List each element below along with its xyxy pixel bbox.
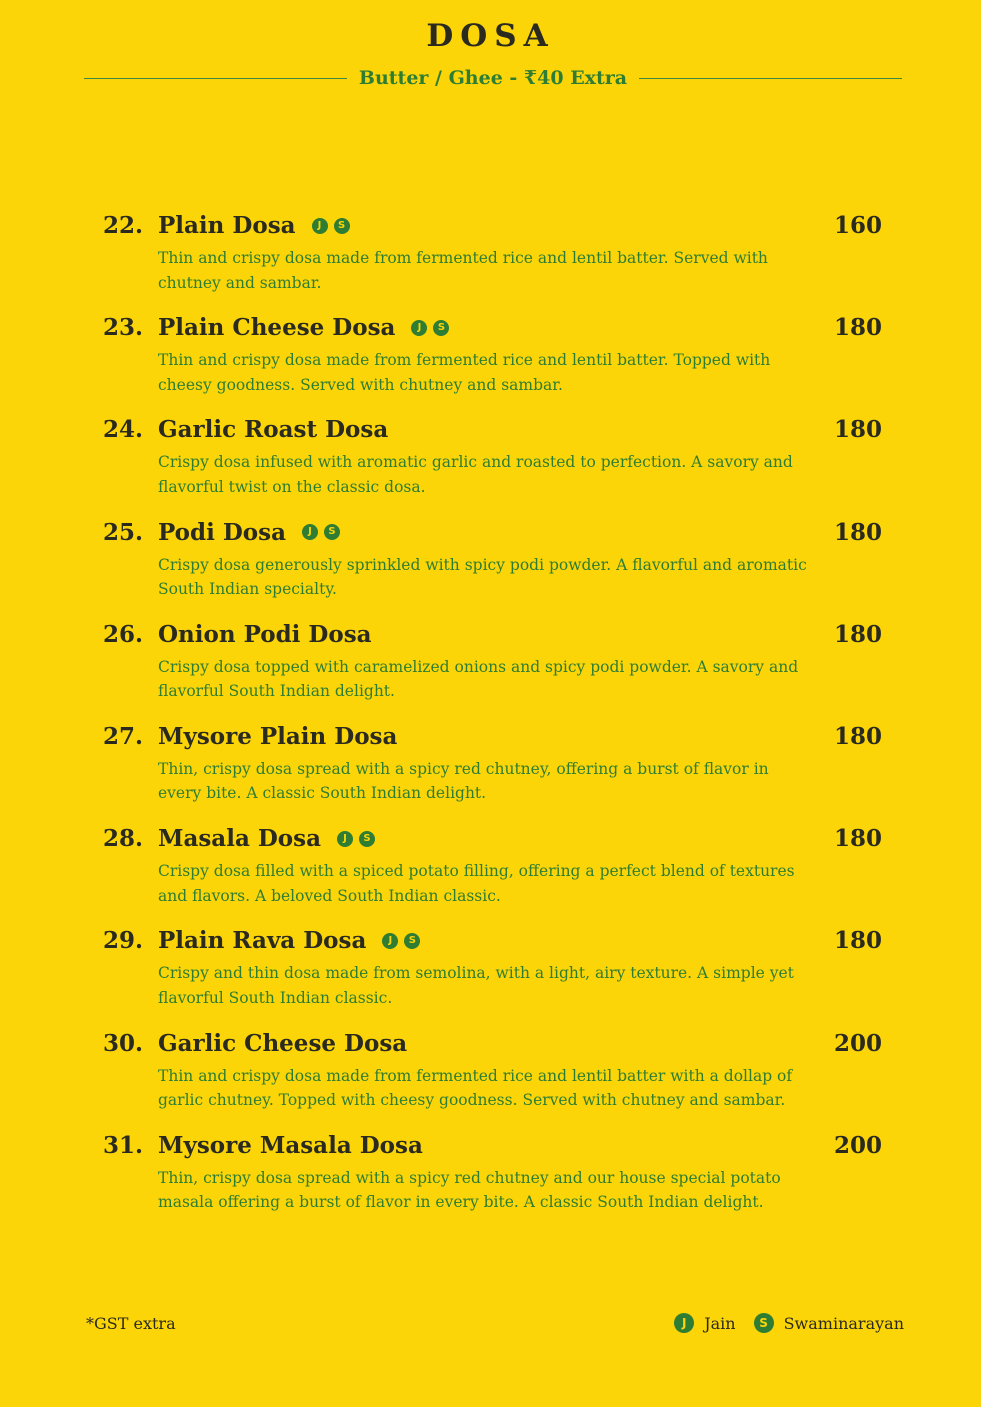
item-price: 180	[833, 518, 882, 546]
legend-entry-jain	[674, 1313, 735, 1333]
item-number: 30.	[103, 1029, 144, 1057]
page-title: DOSA	[426, 18, 555, 54]
item-name: Plain Cheese Dosa	[158, 314, 396, 342]
jain-badge-icon: J	[302, 524, 318, 540]
swaminarayan-badge-icon: S	[359, 831, 375, 847]
menu-item	[0, 927, 981, 1029]
legend-label: Swaminarayan	[783, 1313, 904, 1333]
swaminarayan-badge-icon: S	[324, 524, 340, 540]
dietary-legend	[674, 1313, 904, 1333]
item-price: 180	[833, 722, 882, 750]
item-name: Onion Podi Dosa	[158, 620, 372, 648]
item-price: 180	[833, 825, 882, 853]
jain-badge-icon: J	[337, 831, 353, 847]
item-price: 180	[833, 314, 882, 342]
item-name-row	[158, 927, 420, 954]
legend-entry-swaminarayan	[754, 1313, 904, 1333]
item-description: Thin and crispy dosa made from fermented rice and lentil batter. Served with chutney and sambar.	[158, 249, 768, 292]
item-description: Crispy dosa filled with a spiced potato filling, offering a perfect blend of textures and flavors. A beloved South Indian classic.	[158, 862, 795, 905]
menu-item	[0, 212, 981, 314]
item-number: 31.	[103, 1131, 144, 1159]
menu-item	[0, 825, 981, 927]
item-name-row	[158, 723, 397, 750]
item-description: Thin and crispy dosa made from fermented rice and lentil batter. Topped with cheesy goodness. Served with chutney and sambar.	[158, 351, 771, 394]
jain-badge-icon: J	[674, 1313, 694, 1333]
item-number: 28.	[103, 825, 144, 853]
menu-list	[0, 212, 981, 1234]
item-number: 24.	[103, 416, 144, 444]
item-number: 23.	[103, 314, 144, 342]
item-number: 25.	[103, 518, 144, 546]
menu-item	[0, 1030, 981, 1132]
menu-item	[0, 519, 981, 621]
divider-right	[639, 78, 902, 79]
item-name-row	[158, 212, 350, 239]
item-price: 200	[833, 1029, 882, 1057]
item-name-row	[158, 621, 372, 648]
extras-note: Butter / Ghee - ₹40 Extra	[358, 67, 628, 89]
item-description: Thin, crispy dosa spread with a spicy red chutney and our house special potato masala offering a burst of flavor in every bite. A classic South Indian delight.	[158, 1168, 781, 1212]
item-name: Masala Dosa	[158, 825, 321, 853]
menu-item	[0, 621, 981, 723]
item-name: Mysore Plain Dosa	[158, 722, 398, 750]
item-badges	[312, 218, 350, 234]
item-price: 180	[833, 416, 882, 444]
item-description: Crispy and thin dosa made from semolina, with a light, airy texture. A simple yet flavorful South Indian classic.	[158, 964, 794, 1007]
item-name-row	[158, 1030, 407, 1057]
item-badges	[411, 320, 449, 336]
item-number: 26.	[103, 620, 144, 648]
item-badges	[382, 933, 420, 949]
item-name: Podi Dosa	[158, 518, 286, 546]
swaminarayan-badge-icon: S	[754, 1313, 774, 1333]
item-name: Plain Rava Dosa	[158, 927, 367, 955]
item-name-row	[158, 1132, 423, 1159]
jain-badge-icon: J	[312, 218, 328, 234]
item-description: Crispy dosa generously sprinkled with spicy podi powder. A flavorful and aromatic South Indian specialty.	[158, 555, 807, 599]
jain-badge-icon: J	[382, 933, 398, 949]
item-badges	[302, 524, 340, 540]
item-description: Thin, crispy dosa spread with a spicy red chutney, offering a burst of flavor in every bite. A classic South Indian delight.	[158, 759, 769, 803]
item-name: Garlic Roast Dosa	[158, 416, 389, 444]
item-name: Mysore Masala Dosa	[158, 1131, 423, 1159]
item-number: 22.	[103, 212, 144, 239]
item-name: Garlic Cheese Dosa	[158, 1029, 408, 1057]
jain-badge-icon: J	[411, 320, 427, 336]
swaminarayan-badge-icon: S	[404, 933, 420, 949]
menu-item	[0, 416, 981, 518]
item-description: Thin and crispy dosa made from fermented rice and lentil batter with a dollap of garlic chutney. Topped with cheesy goodness. Served with chutney and sambar.	[158, 1066, 793, 1109]
item-number: 27.	[103, 722, 144, 750]
item-price: 200	[833, 1131, 882, 1159]
item-description: Crispy dosa topped with caramelized onions and spicy podi powder. A savory and flavorful South Indian delight.	[158, 657, 799, 701]
item-name-row	[158, 314, 449, 341]
item-name: Plain Dosa	[158, 212, 296, 239]
item-price: 180	[833, 620, 882, 648]
item-name-row	[158, 416, 388, 443]
subtitle-row	[84, 64, 902, 92]
swaminarayan-badge-icon: S	[334, 218, 350, 234]
item-number: 29.	[103, 927, 144, 955]
menu-item	[0, 723, 981, 825]
item-price: 160	[833, 212, 882, 239]
item-name-row	[158, 825, 375, 852]
menu-item	[0, 1132, 981, 1234]
menu-item	[0, 314, 981, 416]
legend-label: Jain	[704, 1313, 736, 1333]
gst-note: *GST extra	[86, 1314, 176, 1333]
item-description: Crispy dosa infused with aromatic garlic and roasted to perfection. A savory and flavorful twist on the classic dosa.	[158, 453, 793, 496]
item-price: 180	[833, 927, 882, 955]
divider-left	[84, 78, 347, 79]
item-badges	[337, 831, 375, 847]
swaminarayan-badge-icon: S	[433, 320, 449, 336]
item-name-row	[158, 519, 340, 546]
